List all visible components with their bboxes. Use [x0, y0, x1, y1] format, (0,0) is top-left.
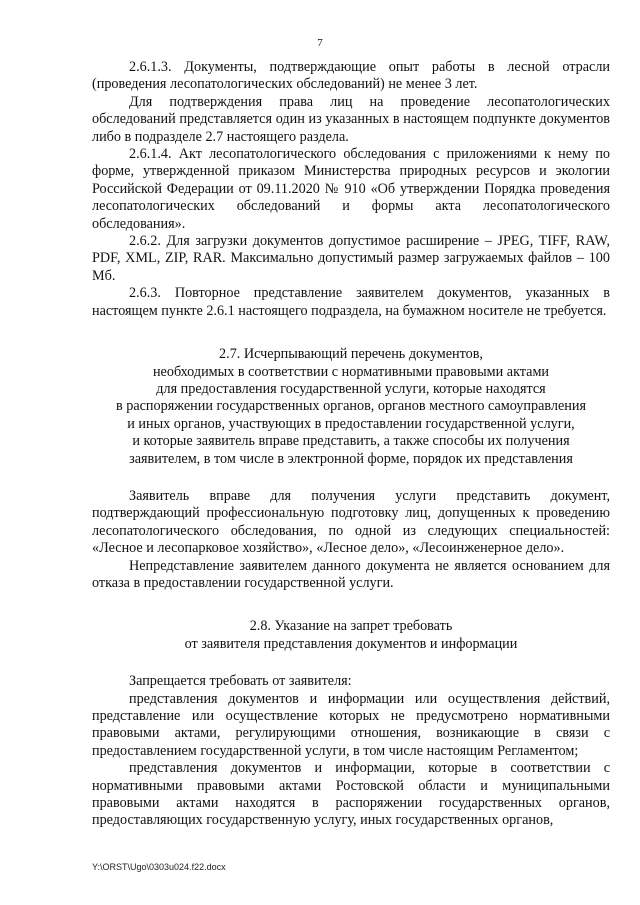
heading-line: от заявителя представления документов и информации: [184, 635, 518, 652]
paragraph-prohibition-2: представления документов и информации, которые в соответствии с нормативными правовыми актами Ростовской области и муниципальными правовыми актами находятся в распоряжении государственных органов, предоставляющих государственную услугу, иных государственных органов,: [92, 760, 610, 829]
paragraph-prohibited: Запрещается требовать от заявителя:: [129, 673, 352, 690]
section-heading-2-8: [92, 618, 610, 653]
paragraph-2-6-2: 2.6.2. Для загрузки документов допустимое расширение – JPEG, TIFF, RAW, PDF, XML, ZIP, RAR. Максимально допустимый размер загружаемых файлов – 100 Мб.: [92, 233, 610, 284]
paragraph-2-6-1-4: 2.6.1.4. Акт лесопатологического обследования с приложениями к нему по форме, утвержденной приказом Министерства природных ресурсов и экологии Российской Федерации от 09.11.2020 № 910 «Об утверждении Порядка проведения лесопатологических обследований и формы акта лесопатологического обследования».: [92, 146, 610, 232]
footer-file-path: Y:\ORST\Ugo\0303u024.f22.docx: [92, 862, 226, 872]
heading-line: для предоставления государственной услуги, которые находятся: [156, 380, 546, 397]
section-heading-2-7: [92, 346, 610, 468]
heading-line: и которые заявитель вправе представить, а также способы их получения: [132, 433, 570, 450]
paragraph-prohibition-1: представления документов и информации или осуществления действий, представление или осуществление которых не предусмотрено нормативными правовыми актами, регулирующими отношения, возникающие в связи с предоставлением государственной услуги, в том числе настоящим Регламентом;: [92, 690, 610, 759]
document-body: [92, 59, 610, 830]
paragraph-confirmation: Для подтверждения права лиц на проведение лесопатологических обследований представляется один из указанных в настоящем подпункте документов либо в подразделе 2.7 настоящего раздела.: [92, 93, 610, 145]
paragraph-2-6-3: 2.6.3. Повторное представление заявителем документов, указанных в настоящем пункте 2.6.1 настоящего подраздела, на бумажном носителе не требуется.: [92, 285, 610, 319]
heading-line: заявителем, в том числе в электронной форме, порядок их представления: [129, 450, 573, 467]
heading-line: в распоряжении государственных органов, органов местного самоуправления: [116, 398, 586, 415]
heading-line: необходимых в соответствии с нормативными правовыми актами: [152, 363, 550, 380]
paragraph-applicant-right: Заявитель вправе для получения услуги представить документ, подтверждающий профессиональную подготовку лиц, допущенных к проведению лесопатологического обследования, по одной из следующих специальностей: «Лесное и лесопарковое хозяйство», «Лесное дело», «Лесоинженерное дело».: [92, 487, 610, 557]
heading-line: 2.8. Указание на запрет требовать: [249, 618, 453, 635]
page-number: 7: [317, 37, 323, 49]
paragraph-non-submission: Непредставление заявителем данного документа не является основанием для отказа в предоставлении государственной услуги.: [92, 557, 610, 591]
heading-line: 2.7. Исчерпывающий перечень документов,: [219, 346, 483, 363]
paragraph-2-6-1-3: 2.6.1.3. Документы, подтверждающие опыт работы в лесной отрасли (проведения лесопатологических обследований) не менее 3 лет.: [92, 59, 610, 93]
heading-line: и иных органов, участвующих в предоставлении государственной услуги,: [127, 415, 575, 432]
